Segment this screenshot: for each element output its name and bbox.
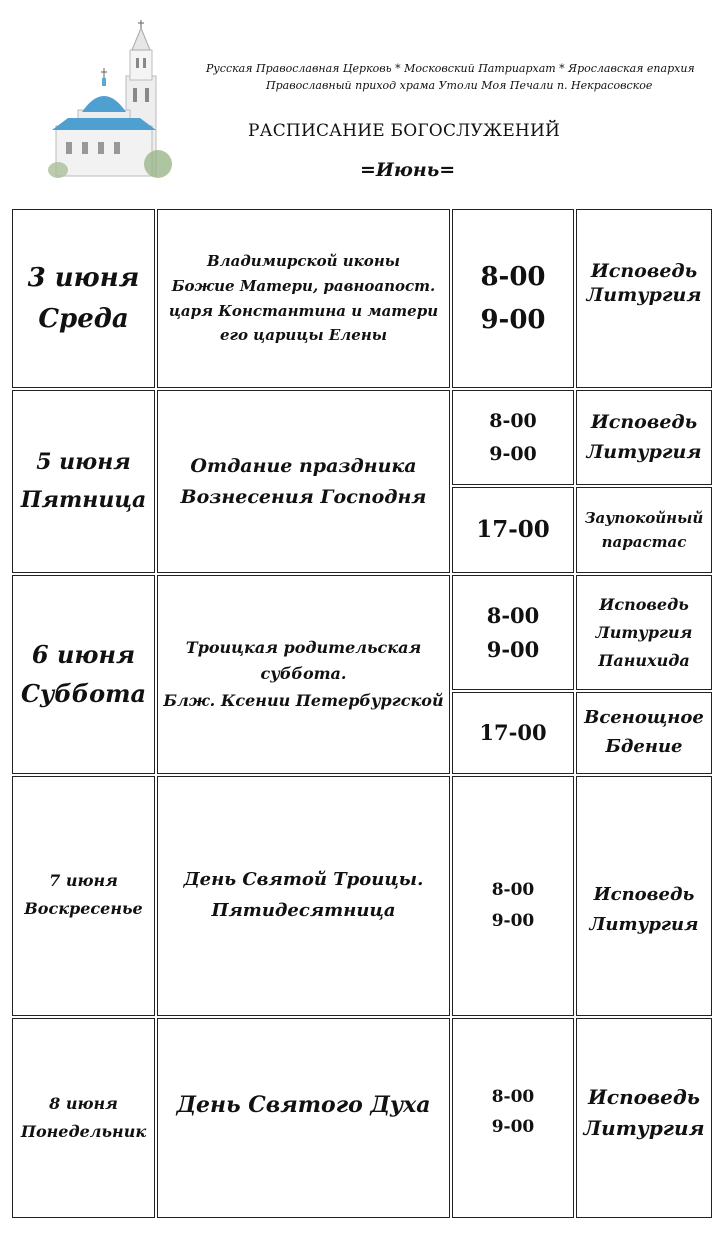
time-cell (452, 1018, 574, 1218)
date: 6 июня (31, 640, 136, 670)
service: Панихида (598, 650, 690, 670)
time: 17-00 (476, 515, 550, 543)
time: 8-00 (486, 602, 540, 628)
feast-line: царя Константина и матери (168, 301, 439, 320)
time: 9-00 (480, 304, 546, 335)
feast-line: Блж. Ксении Петербургской (163, 690, 444, 710)
parish-line: Православный приход храма Утоли Моя Печали п. Некрасовское (266, 79, 653, 92)
time-cell (452, 776, 574, 1016)
weekday: Суббота (20, 678, 147, 708)
service: Исповедь (590, 260, 698, 282)
service: парастас (601, 533, 687, 551)
evening-services-cell (576, 692, 712, 774)
service: Заупокойный (584, 509, 704, 527)
date-cell (12, 1018, 155, 1218)
date-cell (12, 575, 155, 774)
service: Исповедь (599, 594, 689, 614)
feast-line: Божие Матери, равноапост. (171, 276, 436, 295)
service: Литургия (595, 622, 693, 642)
time: 9-00 (489, 442, 537, 465)
services-cell (576, 209, 712, 388)
date-cell (12, 776, 155, 1016)
church-icon (48, 18, 174, 182)
service: Бдение (605, 736, 683, 757)
feast-cell (157, 390, 450, 573)
evening-time-cell (452, 692, 574, 774)
service: Исповедь (590, 411, 698, 434)
evening-time-cell (452, 487, 574, 573)
time: 9-00 (486, 636, 540, 662)
date: 8 июня (49, 1094, 118, 1113)
weekday: Воскресенье (24, 899, 143, 918)
service: Литургия (583, 1116, 705, 1140)
feast-cell (157, 776, 450, 1016)
services-cell (576, 776, 712, 1016)
feast-cell (157, 575, 450, 774)
feast-line: Троицкая родительская (185, 637, 422, 657)
service: Исповедь (593, 884, 695, 905)
date: 5 июня (36, 449, 131, 476)
feast-line: Владимирской иконы (206, 252, 401, 270)
service: Литургия (586, 283, 702, 306)
time: 8-00 (480, 261, 546, 292)
service: Литургия (586, 440, 702, 463)
feast-line: День Святой Троицы. (183, 869, 424, 890)
organization-line: Русская Православная Церковь * Московский Патриархат * Ярославская епархия (206, 62, 695, 75)
service: Исповедь (588, 1085, 700, 1109)
date: 7 июня (49, 871, 118, 890)
time: 8-00 (489, 410, 537, 433)
services-cell (576, 390, 712, 485)
date-cell (12, 390, 155, 573)
service: Литургия (589, 913, 699, 935)
time-cell (452, 390, 574, 485)
church-illustration (48, 18, 174, 182)
page-header (0, 0, 720, 205)
time-cell (452, 575, 574, 690)
weekday: Понедельник (20, 1122, 147, 1141)
feast-line: День Святого Духа (176, 1092, 431, 1119)
feast-line: Отдание праздника (190, 455, 417, 478)
service: Всенощное (584, 707, 704, 729)
time: 17-00 (479, 719, 547, 745)
feast-cell (157, 1018, 450, 1218)
services-cell (576, 575, 712, 690)
date: 3 июня (27, 263, 140, 293)
weekday: Пятница (20, 486, 147, 513)
time: 8-00 (491, 880, 535, 900)
time: 9-00 (491, 1117, 535, 1137)
time: 8-00 (491, 1087, 535, 1108)
time: 9-00 (491, 910, 535, 931)
month-label: =Июнь= (360, 159, 456, 181)
weekday: Среда (38, 303, 129, 334)
date-cell (12, 209, 155, 388)
time-cell (452, 209, 574, 388)
feast-line: его царицы Елены (219, 326, 388, 345)
evening-services-cell (576, 487, 712, 573)
page-title: РАСПИСАНИЕ БОГОСЛУЖЕНИЙ (248, 121, 561, 141)
services-cell (576, 1018, 712, 1218)
feast-line: суббота. (260, 664, 347, 684)
feast-cell (157, 209, 450, 388)
feast-line: Пятидесятница (211, 899, 396, 921)
feast-line: Вознесения Господня (180, 485, 427, 508)
